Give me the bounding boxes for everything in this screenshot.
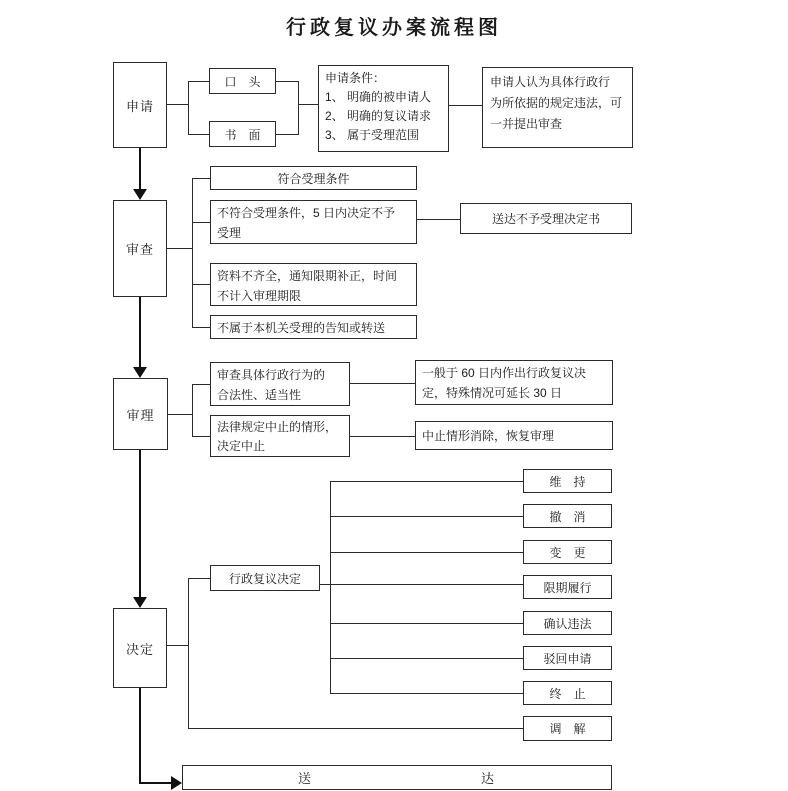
outcome-box-revoke — [523, 504, 612, 528]
stage-box-examine — [113, 200, 167, 297]
connector-to-confirm-illegal — [330, 623, 523, 624]
connector-apply-out — [167, 104, 188, 105]
outcome-box-mediate — [523, 716, 612, 741]
node-not-jurisdiction — [210, 315, 417, 339]
stage-box-apply — [113, 62, 167, 148]
arrow-decision-to-delivery-hline — [139, 782, 172, 784]
connector-to-meet — [192, 178, 210, 179]
connector-to-mediate — [188, 728, 523, 729]
connector-decision-trunk — [188, 578, 189, 729]
arrow-decision-to-delivery-head — [171, 776, 182, 790]
outcome-label-perform-within-deadline: 限期履行 — [543, 580, 592, 595]
conditions-item-2: 2、 明确的复议请求 — [325, 109, 432, 123]
connector-decision-out — [167, 645, 188, 646]
node-decision-deadline — [415, 360, 613, 405]
arrow-hearing-to-decision-head — [133, 597, 147, 608]
deadline-line-1: 一般于 60 日内作出行政复议决 — [422, 366, 587, 380]
node-serve-rejection — [460, 203, 632, 234]
node-review-basis — [482, 67, 633, 148]
connector-examine-out — [167, 248, 192, 249]
connector-to-oral — [188, 81, 209, 82]
connector-legality-to-deadline — [350, 383, 415, 384]
node-meet-conditions — [210, 166, 417, 190]
node-not-meet-conditions — [210, 200, 417, 244]
connector-not-meet-to-serve — [417, 219, 460, 220]
arrow-apply-to-examine-head — [133, 189, 147, 200]
stage-label-hearing: 审理 — [126, 407, 155, 423]
node-written-label: 书 面 — [224, 127, 261, 142]
connector-to-reject — [330, 658, 523, 659]
connector-decision-to-perform — [320, 584, 523, 585]
page-title: 行政复议办案流程图 — [286, 17, 502, 39]
stage-box-hearing — [113, 378, 168, 450]
connector-to-suspension — [192, 436, 210, 437]
connector-suspension-to-resume — [350, 436, 415, 437]
conditions-item-3: 3、 属于受理范围 — [325, 128, 420, 142]
outcome-box-modify — [523, 540, 612, 564]
node-reconsideration-decision — [210, 565, 320, 591]
stage-label-examine: 审查 — [125, 242, 154, 257]
connector-to-transfer — [192, 327, 210, 328]
arrow-examine-to-hearing-head — [133, 367, 147, 378]
delivery-char-right: 达 — [481, 771, 495, 786]
connector-to-uphold — [330, 481, 523, 482]
node-oral — [209, 68, 276, 94]
serve-rejection-label: 送达不予受理决定书 — [491, 212, 600, 226]
review-basis-line-3: 一并提出审查 — [490, 117, 563, 131]
resume-hearing-label: 中止情形消除，恢复审理 — [422, 429, 555, 443]
review-basis-line-1: 申请人认为具体行政行 — [490, 75, 611, 89]
connector-to-incomplete — [192, 284, 210, 285]
outcome-label-mediate: 调 解 — [549, 722, 586, 736]
connector-hearing-trunk — [192, 384, 193, 437]
node-suspension — [210, 415, 350, 457]
node-resume-hearing — [415, 421, 613, 450]
outcome-label-confirm-illegal: 确认违法 — [543, 616, 592, 631]
incomplete-line-2: 不计入审理期限 — [217, 289, 302, 303]
deadline-line-2: 定，特殊情况可延长 30 日 — [422, 386, 563, 400]
outcome-label-reject-application: 驳回申请 — [543, 651, 592, 666]
stage-label-decision: 决定 — [125, 641, 154, 657]
outcome-box-confirm-illegal — [523, 611, 612, 635]
connector-apply-merge-trunk — [298, 81, 299, 135]
outcome-label-terminate: 终 止 — [549, 686, 586, 701]
suspension-line-2: 决定中止 — [217, 439, 266, 453]
stage-label-apply: 申请 — [125, 98, 154, 114]
legality-line-2: 合法性、适当性 — [217, 388, 302, 402]
review-basis-line-2: 为所依据的规定违法，可 — [490, 96, 623, 110]
stage-box-decision — [113, 608, 167, 688]
connector-written-out — [276, 134, 298, 135]
connector-to-conditions — [298, 104, 318, 105]
conditions-heading: 申请条件： — [325, 71, 386, 85]
connector-apply-branch-trunk — [188, 81, 189, 135]
arrow-examine-to-hearing-line — [139, 297, 141, 368]
delivery-char-left: 送 — [298, 771, 312, 786]
arrow-decision-to-delivery-vline — [139, 688, 141, 784]
node-delivery — [182, 765, 612, 790]
connector-outcomes-trunk — [330, 481, 331, 694]
arrow-hearing-to-decision-line — [139, 450, 141, 598]
arrow-apply-to-examine-line — [139, 148, 141, 191]
outcome-box-uphold — [523, 469, 612, 493]
connector-to-written — [188, 134, 209, 135]
outcome-box-terminate — [523, 681, 612, 705]
suspension-line-1: 法律规定中止的情形， — [217, 420, 338, 434]
node-apply-conditions — [318, 65, 449, 152]
connector-to-reconsideration-decision — [188, 578, 210, 579]
reconsideration-decision-label: 行政复议决定 — [228, 571, 301, 586]
meet-conditions-label: 符合受理条件 — [277, 171, 350, 186]
outcome-box-perform-within-deadline — [523, 575, 612, 599]
outcome-label-revoke: 撤 消 — [549, 509, 586, 524]
outcome-box-reject-application — [523, 646, 612, 670]
node-oral-label: 口 头 — [224, 74, 261, 89]
conditions-item-1: 1、 明确的被申请人 — [325, 90, 432, 104]
connector-conditions-to-basis — [449, 105, 482, 106]
not-meet-line-2: 受理 — [217, 226, 242, 240]
node-incomplete-materials — [210, 263, 417, 306]
connector-to-not-meet — [192, 222, 210, 223]
node-written — [209, 121, 276, 147]
connector-to-legality — [192, 384, 210, 385]
not-meet-line-1: 不符合受理条件，5 日内决定不予 — [217, 206, 396, 220]
node-legality-review — [210, 362, 350, 406]
connector-to-revoke — [330, 516, 523, 517]
connector-to-terminate — [330, 693, 523, 694]
connector-to-modify — [330, 552, 523, 553]
connector-examine-trunk — [192, 178, 193, 328]
outcome-label-uphold: 维 持 — [549, 474, 586, 489]
connector-oral-out — [276, 81, 298, 82]
not-jurisdiction-label: 不属于本机关受理的告知或转送 — [217, 320, 386, 335]
connector-hearing-out — [168, 414, 192, 415]
outcome-label-modify: 变 更 — [549, 545, 586, 560]
incomplete-line-1: 资料不齐全，通知限期补正，时间 — [217, 269, 398, 283]
legality-line-1: 审查具体行政行为的 — [217, 368, 326, 382]
